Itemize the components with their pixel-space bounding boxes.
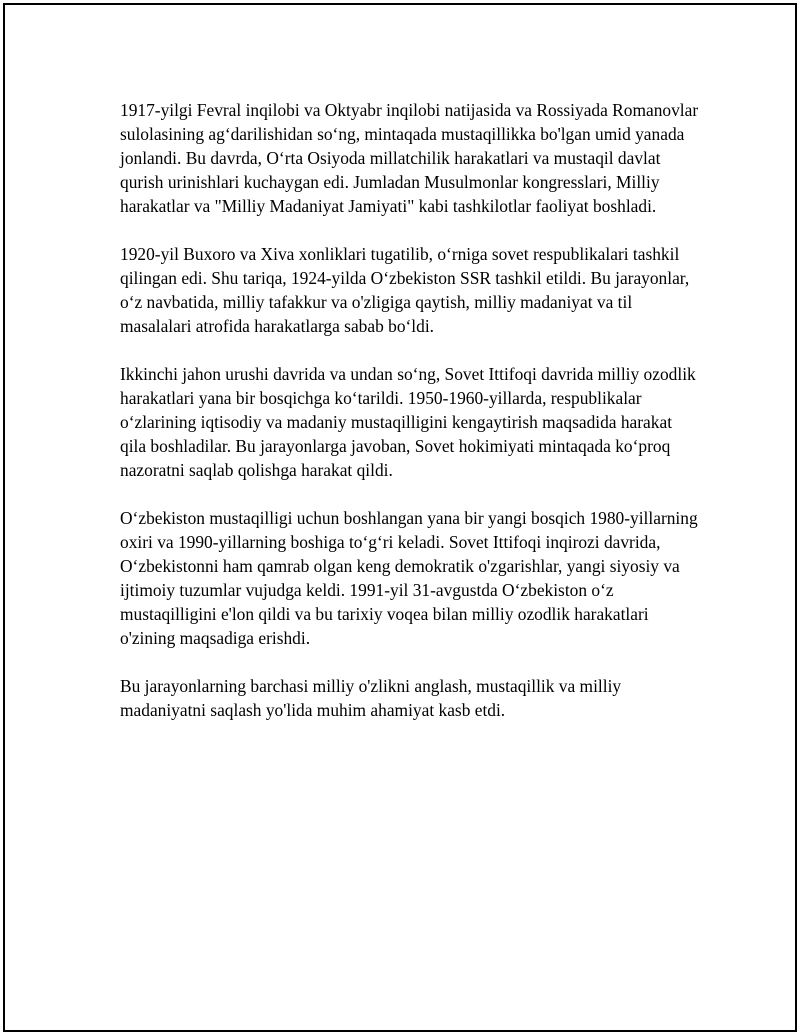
paragraph-5: Bu jarayonlarning barchasi milliy o'zlikni anglash, mustaqillik va milliy madaniyatni saqlash yo'lida muhim ahamiyat kasb etdi. <box>120 676 622 720</box>
paragraph-4: O‘zbekiston mustaqilligi uchun boshlangan yana bir yangi bosqich 1980-yillarning oxiri va 1990-yillarning boshiga to‘g‘ri keladi. Sovet Ittifoqi inqirozi davrida, O‘zbekistonni ham qamrab olgan keng demokratik o'zgarishlar, yangi siyosiy va ijtimoiy tuzumlar vujudga keldi. 1991-yil 31-avgustda O‘zbekiston o‘z mustaqilligini e'lon qildi va bu tarixiy voqea bilan milliy ozodlik harakatlari o'zining maqsadiga erishdi. <box>120 508 698 648</box>
paragraph-1: 1917-yilgi Fevral inqilobi va Oktyabr inqilobi natijasida va Rossiyada Romanovlar sulolasining ag‘darilishidan so‘ng, mintaqada mustaqillikka bo'lgan umid yanada jonlandi. Bu davrda, O‘rta Osiyoda millatchilik harakatlari va mustaqil davlat qurish urinishlari kuchaygan edi. Jumladan Musulmonlar kongresslari, Milliy harakatlar va "Milliy Madaniyat Jamiyati" kabi tashkilotlar faoliyat boshladi. <box>120 100 699 216</box>
paragraph-2: 1920-yil Buxoro va Xiva xonliklari tugatilib, o‘rniga sovet respublikalari tashkil qilingan edi. Shu tariqa, 1924-yilda O‘zbekiston SSR tashkil etildi. Bu jarayonlar, o‘z navbatida, milliy tafakkur va o'zligiga qaytish, milliy madaniyat va til masalalari atrofida harakatlarga sabab bo‘ldi. <box>120 244 690 336</box>
paragraph-3: Ikkinchi jahon urushi davrida va undan so‘ng, Sovet Ittifoqi davrida milliy ozodlik harakatlari yana bir bosqichga ko‘tarildi. 1950-1960-yillarda, respublikalar o‘zlarining iqtisodiy va madaniy mustaqilligini kengaytirish maqsadida harakat qila boshladilar. Bu jarayonlarga javoban, Sovet hokimiyati mintaqada ko‘proq nazoratni saqlab qolishga harakat qildi. <box>120 364 696 480</box>
document-page <box>3 3 797 1032</box>
document-body <box>120 98 700 746</box>
